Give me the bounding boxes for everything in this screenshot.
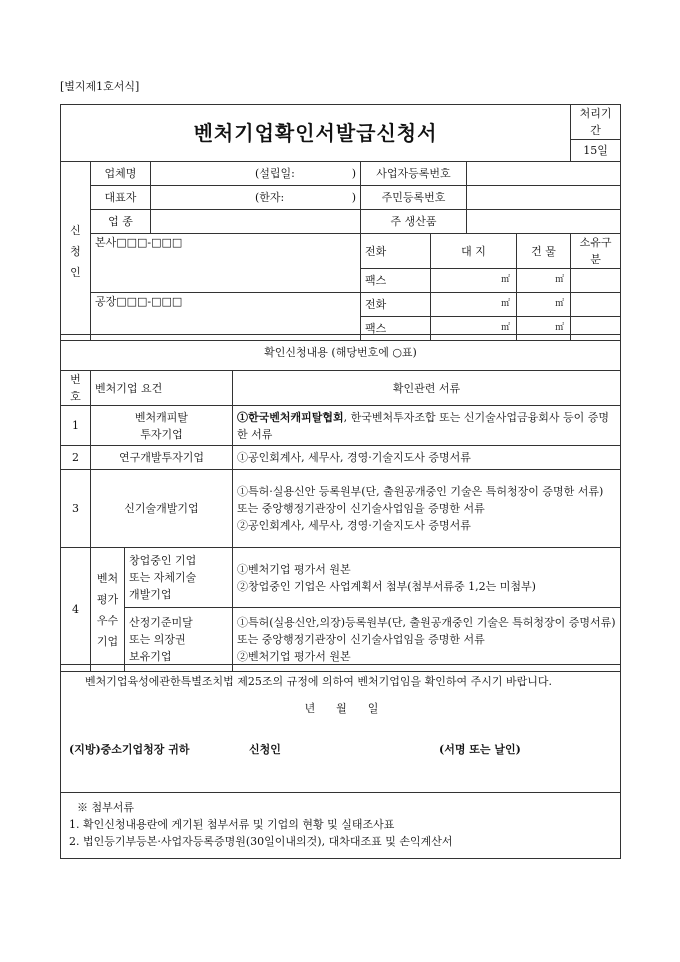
head-office-fax-label: 팩스 — [361, 269, 431, 293]
head-office-land-area[interactable]: ㎡ — [431, 269, 517, 293]
row-2-documents: ①공인회계사, 세무사, 경영·기술지도사 증명서류 — [233, 446, 621, 470]
head-office-phone-label: 전화 — [361, 234, 431, 269]
row-4b-documents: ①특허(실용신안,의장)등록원부(단, 출원공개중인 기술은 특허청장이 증명서류) 또는 중앙행정기관장이 신기술사업임을 증명한 서류 ②벤처기업 평가서 원본 — [233, 608, 621, 672]
confirmation-table — [60, 334, 621, 672]
row-2-requirement: 연구개발투자기업 — [91, 446, 233, 470]
factory-fax-label: 팩스 — [361, 317, 431, 341]
factory-address[interactable]: 공장□□□-□□□ — [91, 293, 361, 341]
row-4a-requirement: 창업중인 기업 또는 자체기술 개발기업 — [125, 548, 233, 608]
declaration-table — [60, 664, 621, 859]
factory-building-area-2[interactable]: ㎡ — [517, 317, 571, 341]
addressee: (지방)중소기업청장 귀하 — [69, 743, 190, 756]
ownership-label: 소유구분 — [571, 234, 621, 269]
row-3-requirement: 신기술개발기업 — [91, 470, 233, 548]
applicant-signature-label: 신청인 — [249, 743, 281, 756]
factory-phone-label: 전화 — [361, 293, 431, 317]
factory-land-area[interactable]: ㎡ — [431, 293, 517, 317]
declaration-cell — [61, 665, 621, 793]
row-3-no[interactable]: 3 — [61, 470, 91, 548]
row-4a-documents: ①벤처기업 평가서 원본 ②창업중인 기업은 사업계획서 첨부(첨부서류중 1,2는 미첨부) — [233, 548, 621, 608]
factory-ownership[interactable] — [571, 293, 621, 317]
land-area-label: 대 지 — [431, 234, 517, 269]
company-name-label: 업체명 — [91, 162, 151, 186]
processing-label: 처리기간 — [571, 105, 621, 140]
attachments-cell — [61, 793, 621, 859]
head-office-address[interactable]: 본사□□□-□□□ — [91, 234, 361, 293]
row-1-documents: ①한국벤처캐피탈협회, 한국벤처투자조합 또는 신기술사업금융회사 등이 증명한 서류 — [233, 406, 621, 446]
row-4-no[interactable]: 4 — [61, 548, 91, 672]
main-products-field[interactable] — [467, 210, 621, 234]
col-no-header: 번호 — [61, 371, 91, 406]
row-3-documents: ①특허·실용신안 등록원부(단, 출원공개중인 기술은 특허청장이 증명한 서류) 또는 중앙행정기관장이 신기술사업임을 증명한 서류 ②공인회계사, 세무사, 경영·기술지도사 증명서류 — [233, 470, 621, 548]
head-office-building-area[interactable]: ㎡ — [517, 269, 571, 293]
company-name-field[interactable]: (설립일: ) — [151, 162, 361, 186]
form-number-label: [별지제1호서식] — [60, 80, 140, 93]
form-title: 벤처기업확인서발급신청서 — [61, 105, 571, 162]
row-2-no[interactable]: 2 — [61, 446, 91, 470]
col-documents-header: 확인관련 서류 — [233, 371, 621, 406]
biz-reg-no-field[interactable] — [467, 162, 621, 186]
row-1-requirement: 벤처캐피탈 투자기업 — [91, 406, 233, 446]
signature-field[interactable]: (서명 또는 날인) — [439, 743, 521, 756]
confirmation-header: 확인신청내용 (해당번호에 ○표) — [61, 335, 621, 371]
resident-no-field[interactable] — [467, 186, 621, 210]
attachment-item: 2. 법인등기부등본·사업자등록증명원(30일이내의것), 대차대조표 및 손익계산서 — [69, 835, 453, 848]
industry-field[interactable] — [151, 210, 361, 234]
attachment-item: 1. 확인신청내용란에 게기된 첨부서류 및 기업의 현황 및 실태조사표 — [69, 818, 395, 831]
col-requirement-header: 벤처기업 요건 — [91, 371, 233, 406]
building-area-label: 건 물 — [517, 234, 571, 269]
representative-field[interactable]: (한자: ) — [151, 186, 361, 210]
row-4b-requirement: 산정기준미달 또는 의장권 보유기업 — [125, 608, 233, 672]
industry-label: 업 종 — [91, 210, 151, 234]
biz-reg-no-label: 사업자등록번호 — [361, 162, 467, 186]
date-line[interactable]: 년 월 일 — [304, 702, 379, 715]
factory-land-area-2[interactable]: ㎡ — [431, 317, 517, 341]
attachments-title: ※ 첨부서류 — [77, 801, 135, 814]
declaration-text: 벤처기업육성에관한특별조치법 제25조의 규정에 의하여 벤처기업임을 확인하여 주시기 바랍니다. — [85, 675, 553, 688]
processing-value: 15일 — [571, 140, 621, 162]
factory-building-area[interactable]: ㎡ — [517, 293, 571, 317]
resident-no-label: 주민등록번호 — [361, 186, 467, 210]
applicant-section-label: 신 청 인 — [61, 162, 91, 341]
representative-label: 대표자 — [91, 186, 151, 210]
row-4-group-label: 벤처 평가 우수 기업 — [91, 548, 125, 672]
row-1-no[interactable]: 1 — [61, 406, 91, 446]
head-office-ownership[interactable] — [571, 269, 621, 293]
applicant-table — [60, 104, 621, 341]
main-products-label: 주 생산품 — [361, 210, 467, 234]
